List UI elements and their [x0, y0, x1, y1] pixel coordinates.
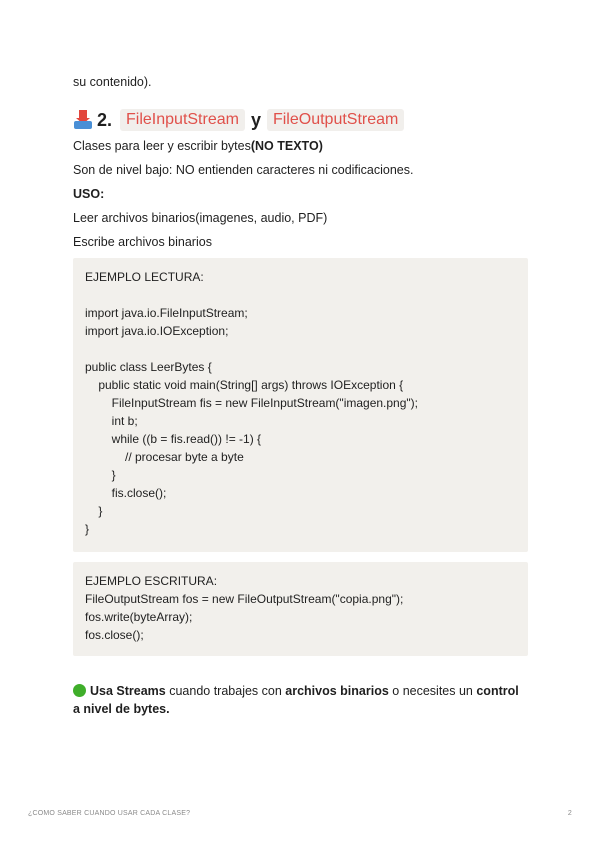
code-read-text: EJEMPLO LECTURA: import java.io.FileInputStream; import java.io.IOException; public class LeerBytes { public static void main(String[] args) throws IOException { FileInputStream fis = new FileInputStream("imagen.png"); int b; while ((b = fis.read()) != -1) { // procesar byte a byte } fis.close(); } } [85, 270, 418, 536]
conclusion-bold-1: Usa Streams [90, 684, 166, 698]
footer-page-number: 2 [567, 810, 572, 817]
low-level-note: Son de nivel bajo: NO entienden caracteres ni codificaciones. [73, 163, 414, 177]
conclusion-bold-3: archivos binarios [285, 684, 389, 698]
green-circle-icon [73, 684, 86, 697]
class-name-fileoutputstream: FileOutputStream [267, 109, 404, 131]
section-description [73, 138, 323, 154]
code-block-write-example [73, 562, 528, 656]
section-heading [73, 106, 404, 134]
code-block-read-example [73, 258, 528, 552]
conclusion-paragraph [73, 682, 528, 718]
uso-read: Leer archivos binarios(imagenes, audio, PDF) [73, 211, 328, 225]
description-text: Clases para leer y escribir bytes [73, 139, 251, 153]
intro-fragment: su contenido). [73, 75, 152, 89]
heading-conjunction: y [250, 109, 261, 130]
uso-write: Escribe archivos binarios [73, 235, 212, 249]
footer-title: ¿COMO SABER CUANDO USAR CADA CLASE? [28, 810, 191, 817]
conclusion-text-2: cuando trabajes con [165, 684, 286, 698]
description-emphasis: (NO TEXTO) [250, 139, 323, 153]
class-name-fileinputstream: FileInputStream [120, 109, 245, 131]
uso-label: USO: [73, 187, 105, 201]
conclusion-bold-5: control a nivel de bytes. [73, 684, 519, 716]
code-write-text: EJEMPLO ESCRITURA: FileOutputStream fos = new FileOutputStream("copia.png"); fos.write(byteArray); fos.close(); [85, 574, 404, 642]
inbox-tray-icon [73, 109, 93, 131]
section-number: 2. [97, 109, 113, 130]
conclusion-text-4: o necesites un [388, 684, 477, 698]
